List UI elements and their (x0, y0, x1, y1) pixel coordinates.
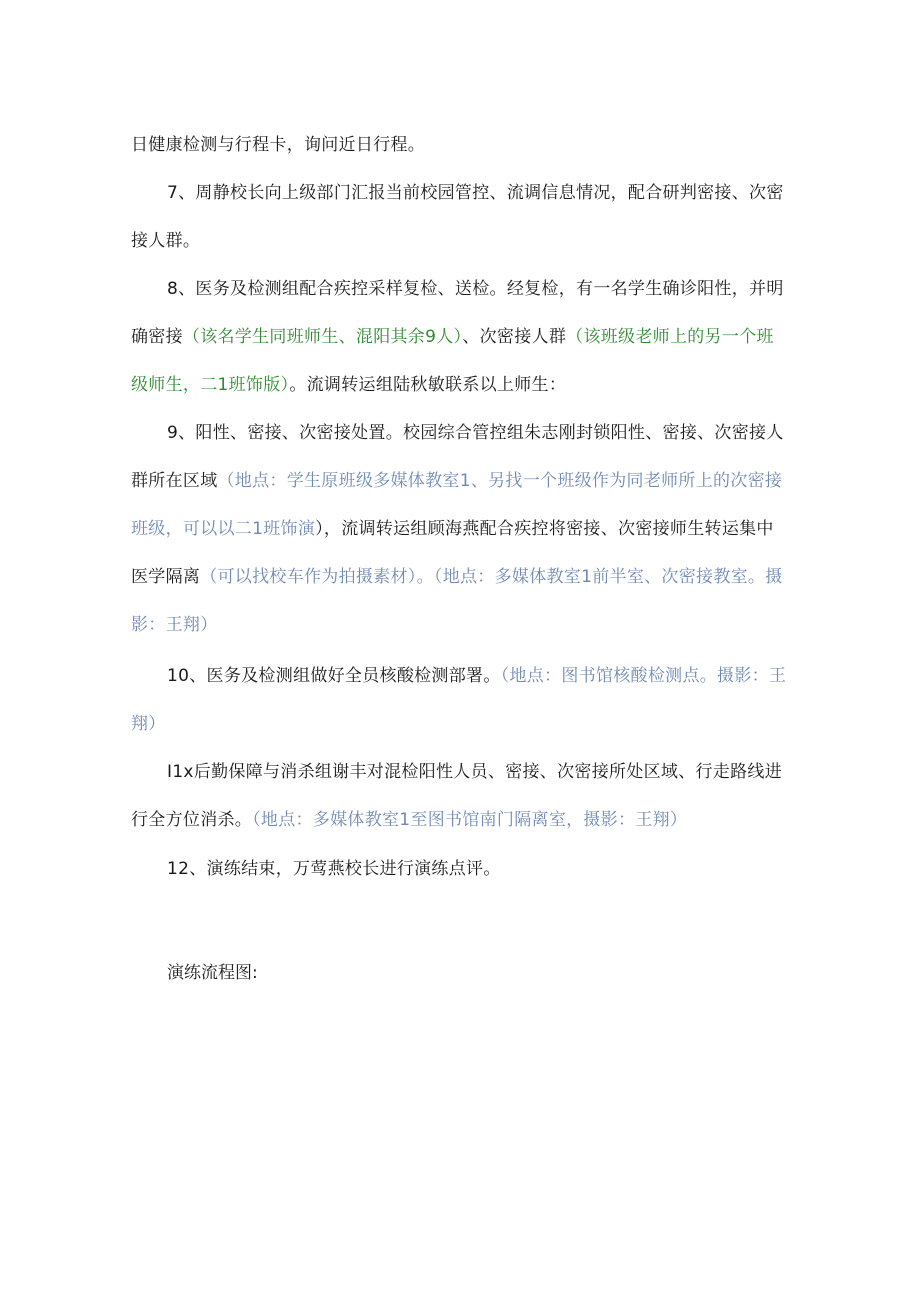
paragraph-text: ），流调转运组顾海燕配合疾控将密接、次密接师生转运集中医学隔离 (131, 519, 774, 587)
blue-note: （地点：多媒体教室1至图书馆南门隔离室，摄影：王翔） (252, 810, 688, 830)
paragraph-text: 7、周静校长向上级部门汇报当前校园管控、流调信息情况，配合研判密接、次密接人群。 (131, 183, 784, 251)
green-note: （该名学生同班师生、混阳其余9人） (182, 327, 463, 347)
paragraph-text: 10、医务及检测组做好全员核酸检测部署。 (167, 666, 501, 686)
paragraph-step-12 (131, 845, 791, 893)
blue-note: （地点：图书馆核酸检测点。摄影：王翔） (131, 666, 787, 734)
paragraph-text: 8、医务及检测组配合疾控采样复检、送检。经复检，有一名学生确诊阳性，并明确密接 (131, 279, 784, 347)
paragraph-text: 日健康检测与行程卡，询问近日行程。 (131, 135, 426, 155)
blue-note: （地点：学生原班级多媒体教室1、另找一个班级作为同老师所上的次密接班级，可以以二1班饰演 (131, 471, 783, 539)
paragraph-step-7 (131, 169, 791, 265)
paragraph-step-10 (131, 652, 791, 748)
paragraph-text: 12、演练结束，万莺燕校长进行演练点评。 (167, 859, 501, 879)
flowchart-heading: 演练流程图: (167, 963, 258, 983)
paragraph-text: I1x后勤保障与消杀组谢丰对混检阳性人员、密接、次密接所处区域、行走路线进行全方位消杀。 (131, 762, 782, 830)
paragraph-text: 。流调转运组陆秋敏联系以上师生： (289, 375, 567, 395)
paragraph-text: 9、阳性、密接、次密接处置。校园综合管控组朱志刚封锁阳性、密接、次密接人群所在区域 (131, 423, 784, 491)
blue-note: （可以找校车作为拍摄素材）。（地点：多媒体教室1前半室、次密接教室。摄影：王翔） (131, 567, 783, 635)
paragraph-step-9 (131, 409, 791, 649)
paragraph-step-11 (131, 748, 791, 844)
paragraph-itinerary-continuation (131, 121, 791, 169)
paragraph-step-8 (131, 265, 791, 409)
green-note: （该班级老师上的另一个班级师生，二1班饰版） (131, 327, 774, 395)
paragraph-text: 、次密接人群 (462, 327, 567, 347)
